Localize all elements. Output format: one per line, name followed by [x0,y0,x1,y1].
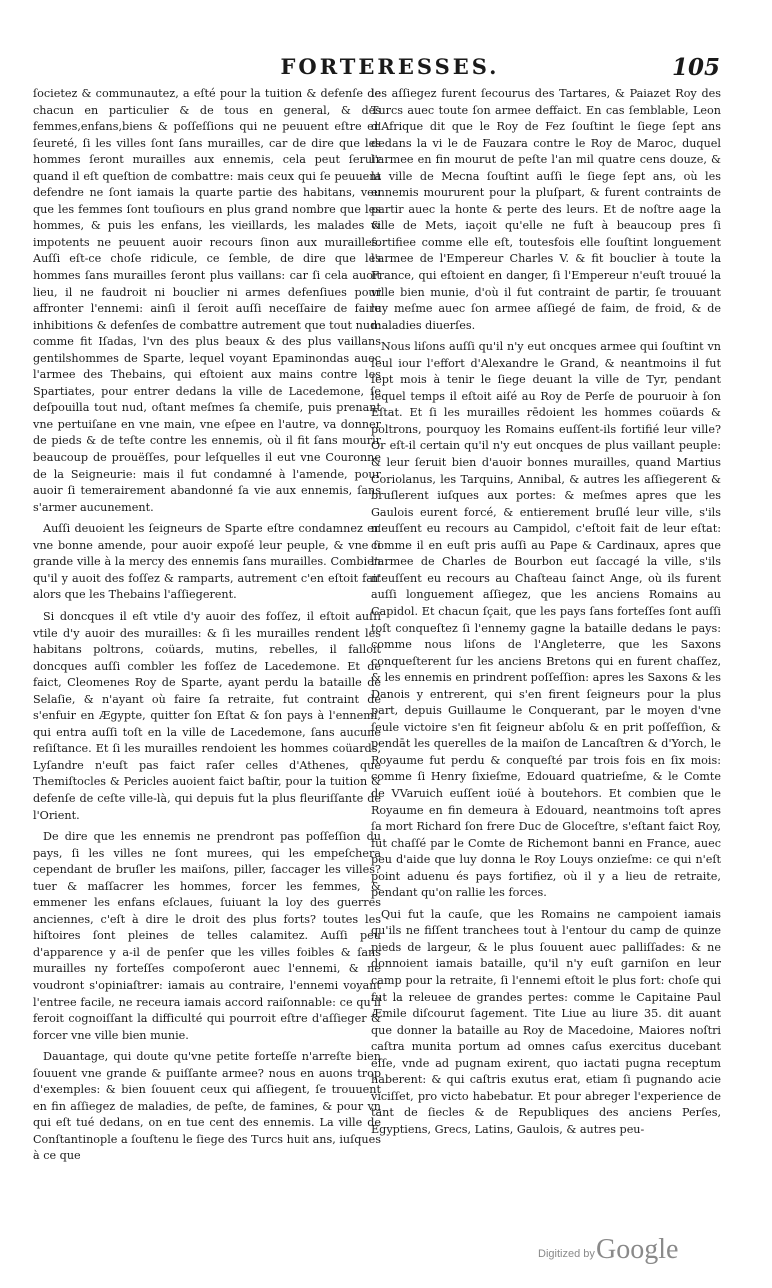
watermark-prefix: Digitized by [538,1248,595,1260]
paragraph: Dauantage, qui doute qu'vne petite forteſſe n'arreſte bien ſouuent vne grande & puiſſante armee? nous en auons trop d'exemples: & bien ſouuent ceux qui aſſiegent, ſe trouuent en fin aſſiegez de maladies, de peſte, de famines, & pour vn qui eſt tué dedans, on en tue cent des ennemis. La ville de Conſtantinople a ſouſtenu le ſiege des Turcs huit ans, iuſques à ce que [33,1050,381,1163]
paragraph: De dire que les ennemis ne prendront pas poſſeſſion du pays, ſi les villes ne ſont murees, qui les empeſchera cependant de bruſler les maiſons, piller, ſaccager les villes? tuer & maſſacrer les hommes, forcer les femmes, & emmener les enfans eſclaues, ſuiuant la loy des guerres anciennes, c'eſt à dire le droit des plus forts? toutes les hiſtoires ſont pleines de telles calamitez. Auſſi peu d'apparence y a-il de penſer que les villes foibles & ſans murailles ny forteſſes compoſeront auec l'ennemi, & ne voudront s'opiniaſtrer: iamais au contraire, l'ennemi voyant l'entree facile, ne receura iamais accord raiſonnable: ce qu'il feroit cognoiſſant la difficulté qui pourroit eſtre d'aſſieger & forcer vne ville bien munie. [33,830,381,1042]
right-column [371,86,721,1138]
google-logo: Google [596,1234,679,1265]
paragraph: Si doncques il eſt vtile d'y auoir des foſſez, il eſtoit auſſi vtile d'y auoir des murailles: & ſi les murailles rendent les habitans poltrons, coüards, mutins, rebelles, il falloit doncques auſſi combler les foſſez de Lacedemone. Et de faict, Cleomenes Roy de Sparte, ayant perdu la bataille de Selaſie, & n'ayant où faire ſa retraite, fut contraint de s'enfuir en Ægypte, quitter ſon Eſtat & ſon pays à l'ennemi, qui entra auſſi toſt en la ville de Lacedemone, ſans aucune reſiſtance. Et ſi les murailles rendoient les hommes coüards, Lyſandre n'euſt pas faict raſer celles d'Athenes, que Themiſtocles & Pericles auoient faict baſtir, pour la tuition & defenſe de ceſte ville-là, qui depuis fut la plus fleuriſſante de l'Orient. [33,609,381,822]
google-watermark [538,1236,738,1266]
paragraph: ſocietez & communautez, a eſté pour la tuition & defenſe de chacun en particulier & de tous en general, & des femmes,enfans,biens & poſſeſſions qui ne peuuent eſtre en ſeureté, ſi les villes ſont ſans murailles, car de dire que les hommes ſeront murailles aux ennemis, cela peut ſeruir quand il eſt queſtion de combattre: mais ceux qui ſe peuuent defendre ne ſont iamais la quarte partie des habitans, veu que les femmes ſont touſiours en plus grand nombre que les hommes, & puis les enfans, les vieillards, les malades & impotents ne peuuent auoir recours ſinon aux murailles. Auſſi eſt-ce choſe ridicule, ce ſemble, de dire que les hommes ſans murailles ſeront plus vaillans: car ſi cela auoit lieu, il ne faudroit ni bouclier ni armes defenſiues pour affronter l'ennemi: ainſi il ſeroit auſſi neceſſaire de faire inhibitions & defenſes de combattre autrement que tout nud: comme fit Iſadas, l'vn des plus beaux & des plus vaillans gentilshommes de Sparte, lequel voyant Epaminondas auec l'armee des Thebains, qui eſtoient aux mains contre les Spartiates, pour entrer dedans la ville de Lacedemone, ſe deſpouilla tout nud, oſtant meſmes ſa chemiſe, puis prenant vne pertuiſane en vne main, vne eſpee en l'autre, va donner de pieds & de teſte contre les ennemis, où il fit ſans mourir beaucoup de prouëſſes, pour leſquelles il eut vne Couronne de la Seigneurie: mais il fut condamné à l'amende, pour auoir ſi temerairement abandonné ſa vie aux ennemis, ſans s'armer aucunement. [33,87,381,514]
paragraph: Auſſi deuoient les ſeigneurs de Sparte eſtre condamnez en vne bonne amende, pour auoir expoſé leur peuple, & vne ſi grande ville à la mercy des ennemis ſans murailles. Combien qu'il y auoit des foſſez & ramparts, autrement c'en eſtoit fait alors que les Thebains l'aſſiegerent. [33,522,381,602]
left-column [33,86,381,1165]
running-head [0,54,772,84]
paragraph: Qui fut la cauſe, que les Romains ne campoient iamais qu'ils ne fiſſent tranchees tout à l'entour du camp de quinze pieds de largeur, & le plus ſouuent auec palliſſades: & ne donnoient iamais bataille, qu'il n'y euſt garniſon en leur camp pour la retraite, ſi l'ennemi eſtoit le plus fort: choſe qui fut la releuee de grandes pertes: comme le Capitaine Paul Æmile diſcourut ſagement. Tite Liue au liure 35. dit auant que donner la bataille au Roy de Macedoine, Maiores noſtri caſtra munita portum ad omnes caſus exercitus ducebant eſſe, vnde ad pugnam exirent, quo iactati pugna receptum haberent: & qui caſtris exutus erat, etiam ſi pugnando acie viciſſet, pro victo habebatur. Et pour abreger l'experience de tant de ſiecles & de Republiques des anciens Perſes, Egyptiens, Grecs, Latins, Gaulois, & autres peu- [371,907,721,1136]
paragraph: Nous liſons auſſi qu'il n'y eut oncques armee qui ſouſtint vn ſeul iour l'effort d'Alexandre le Grand, & neantmoins il fut ſept mois à tenir le ſiege deuant la ville de Tyr, pendant lequel temps il eſtoit aiſé au Roy de Perſe de pouruoir à ſon Eſtat. Et ſi les murailles rēdoient les hommes coüards & poltrons, pourquoy les Romains euſſent-ils fortifié leur ville? Or eſt-il certain qu'il n'y eut oncques de plus vaillant peuple: & leur ſeruit bien d'auoir bonnes murailles, quand Martius Coriolanus, les Tarquins, Annibal, & autres les aſſiegerent & bruſlerent iuſques aux portes: & meſmes apres que les Gaulois eurent forcé, & entierement bruſlé leur ville, s'ils n'euſſent eu recours au Campidol, c'eſtoit fait de leur eſtat: comme il en euſt pris auſſi au Pape & Cardinaux, apres que l'armee de Charles de Bourbon eut ſaccagé la ville, s'ils n'euſſent eu recours au Chaſteau ſainct Ange, où ils furent auſſi longuement aſſiegez, que les anciens Romains au Capidol. Et chacun ſçait, que les pays ſans forteſſes ſont auſſi toſt conqueſtez ſi l'ennemy gagne la bataille dedans le pays: comme nous liſons de l'Angleterre, que les Saxons conqueſterent ſur les anciens Bretons qui en furent chaſſez, & les ennemis en prindrent poſſeſſion: apres les Saxons & les Danois y entrerent, qui s'en firent ſeigneurs pour la plus part, depuis Guillaume le Conquerant, par le moyen d'vne ſeule victoire s'en fit ſeigneur abſolu & en prit poſſeſſion, & pendāt les querelles de la maiſon de Lancaſtren & d'Yorch, le Royaume fut perdu & conqueſté par trois fois en ſix mois: comme ſi Henry ſixieſme, Edouard quatrieſme, & le Comte de VVaruich euſſent ioüé à boutehors. Et combien que le Royaume en fin demeura à Edouard, neantmoins toſt apres ſa mort Richard ſon frere Duc de Gloceſtre, s'eſtant faict Roy, fut chaſſé par le Comte de Richemont banni en France, auec peu d'aide que luy donna le Roy Louys onzieſme: ce qui n'eſt point aduenu és pays fortifiez, où il y a lieu de retraite, pendant qu'on rallie les forces. [371,340,721,900]
running-title: FORTERESSES. [280,54,500,79]
paragraph: les aſſiegez furent ſecourus des Tartares, & Paiazet Roy des Turcs auec toute ſon armee deffaict. En cas ſemblable, Leon d'Afrique dit que le Roy de Fez ſouſtint le ſiege ſept ans dedans la vi le de Fauzara contre le Roy de Maroc, duquel l'armee en fin mourut de peſte l'an mil quatre cens douze, & la ville de Mecna ſouſtint auſſi le ſiege ſept ans, où les ennemis moururent pour la pluſpart, & furent contraints de partir auec la honte & perte des leurs. Et de noſtre aage la ville de Mets, iaçoit qu'elle ne fuſt à beaucoup pres ſi fortifiee comme elle eſt, toutesfois elle ſouſtint longuement l'armee de l'Empereur Charles V. & fit bouclier à toute la France, qui eſtoient en danger, ſi l'Empereur n'euſt trouué la ville bien munie, d'où il fut contraint de partir, ſe trouuant luy meſme auec ſon armee aſſiegé de faim, de froid, & de maladies diuerſes. [371,87,721,332]
page-number: 105 [671,54,720,81]
